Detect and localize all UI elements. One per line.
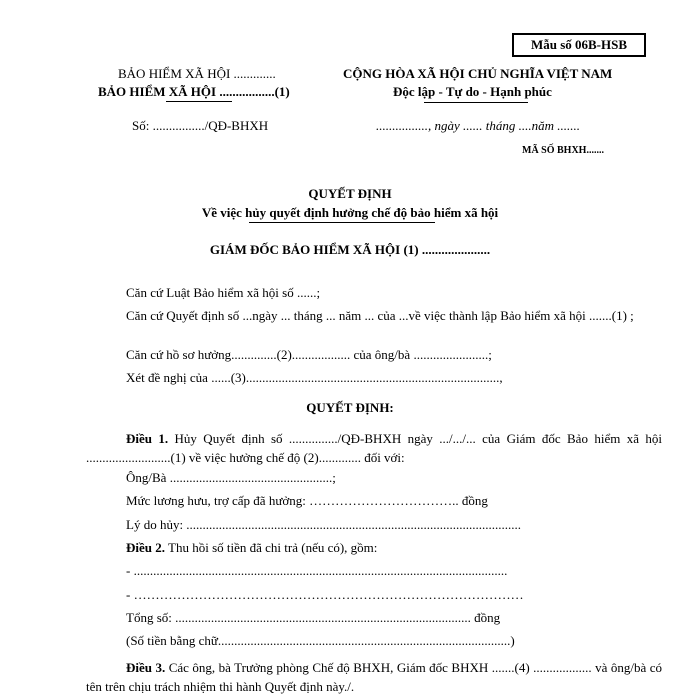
country-name: CỘNG HÒA XÃ HỘI CHỦ NGHĨA VIỆT NAM [343, 66, 613, 81]
article-2-line-1: - ................................................................................................................... [126, 563, 508, 578]
agency-underline [166, 101, 232, 102]
basis-decision: Căn cứ Quyết định số ...ngày ... tháng ... năm ... của ...về việc thành lập Bảo hiểm xã hội .......(1) ; [126, 308, 634, 323]
basis-law: Căn cứ Luật Bảo hiểm xã hội số ......; [126, 285, 321, 300]
article-2: Điều 2. Thu hồi số tiền đã chi trả (nếu có), gồm: [126, 540, 378, 555]
article-1: Điều 1. Hủy Quyết định số .............../QĐ-BHXH ngày .../.../... của Giám đốc Bảo hiểm xã hội ..........................(1) về việc hưởng chế độ (2)............. đối với: [86, 431, 662, 465]
article-1-person: Ông/Bà ..................................................; [126, 470, 336, 485]
basis-dossier: Căn cứ hồ sơ hưởng..............(2).................. của ông/bà .......................; [126, 347, 492, 362]
article-1-reason: Lý do hủy: ....................................................................................................... [126, 517, 522, 532]
form-code-box: Mẫu số 06B-HSB [512, 33, 646, 57]
decision-title: QUYẾT ĐỊNH [308, 186, 392, 201]
agency-line2: BẢO HIỂM XÃ HỘI .................(1) [98, 84, 290, 99]
decision-subject: Về việc hủy quyết định hưởng chế độ bảo hiểm xã hội [201, 205, 499, 220]
subject-underline [249, 222, 435, 223]
document-number: Số: ................/QĐ-BHXH [132, 118, 269, 133]
article-2-amount-in-words: (Số tiền bằng chữ..........................................................................................) [126, 633, 515, 648]
article-1-amount: Mức lương hưu, trợ cấp đã hưởng: …………………………….. đồng [126, 493, 488, 508]
basis-proposal: Xét đề nghị của ......(3).............................................................................., [126, 370, 503, 385]
agency-line1: BẢO HIỂM XÃ HỘI ............. [118, 66, 276, 81]
place-date: ................, ngày ...... tháng ....năm ....... [376, 118, 581, 133]
director-heading: GIÁM ĐỐC BẢO HIỂM XÃ HỘI (1) ..................... [209, 242, 491, 257]
article-2-total: Tổng số: ........................................................................................... đồng [126, 610, 501, 625]
article-2-line-2: - ……………………………………………………………………………… [126, 587, 524, 602]
article-3: Điều 3. Các ông, bà Trưởng phòng Chế độ BHXH, Giám đốc BHXH .......(4) .................. và ông/bà có tên trên chịu trách nhiệm thi hành Quyết định này./. [86, 660, 662, 694]
motto-underline [424, 102, 528, 103]
social-insurance-code: MÃ SỐ BHXH....... [522, 145, 604, 156]
decision-heading: QUYẾT ĐỊNH: [306, 400, 394, 415]
national-motto: Độc lập - Tự do - Hạnh phúc [393, 84, 552, 99]
